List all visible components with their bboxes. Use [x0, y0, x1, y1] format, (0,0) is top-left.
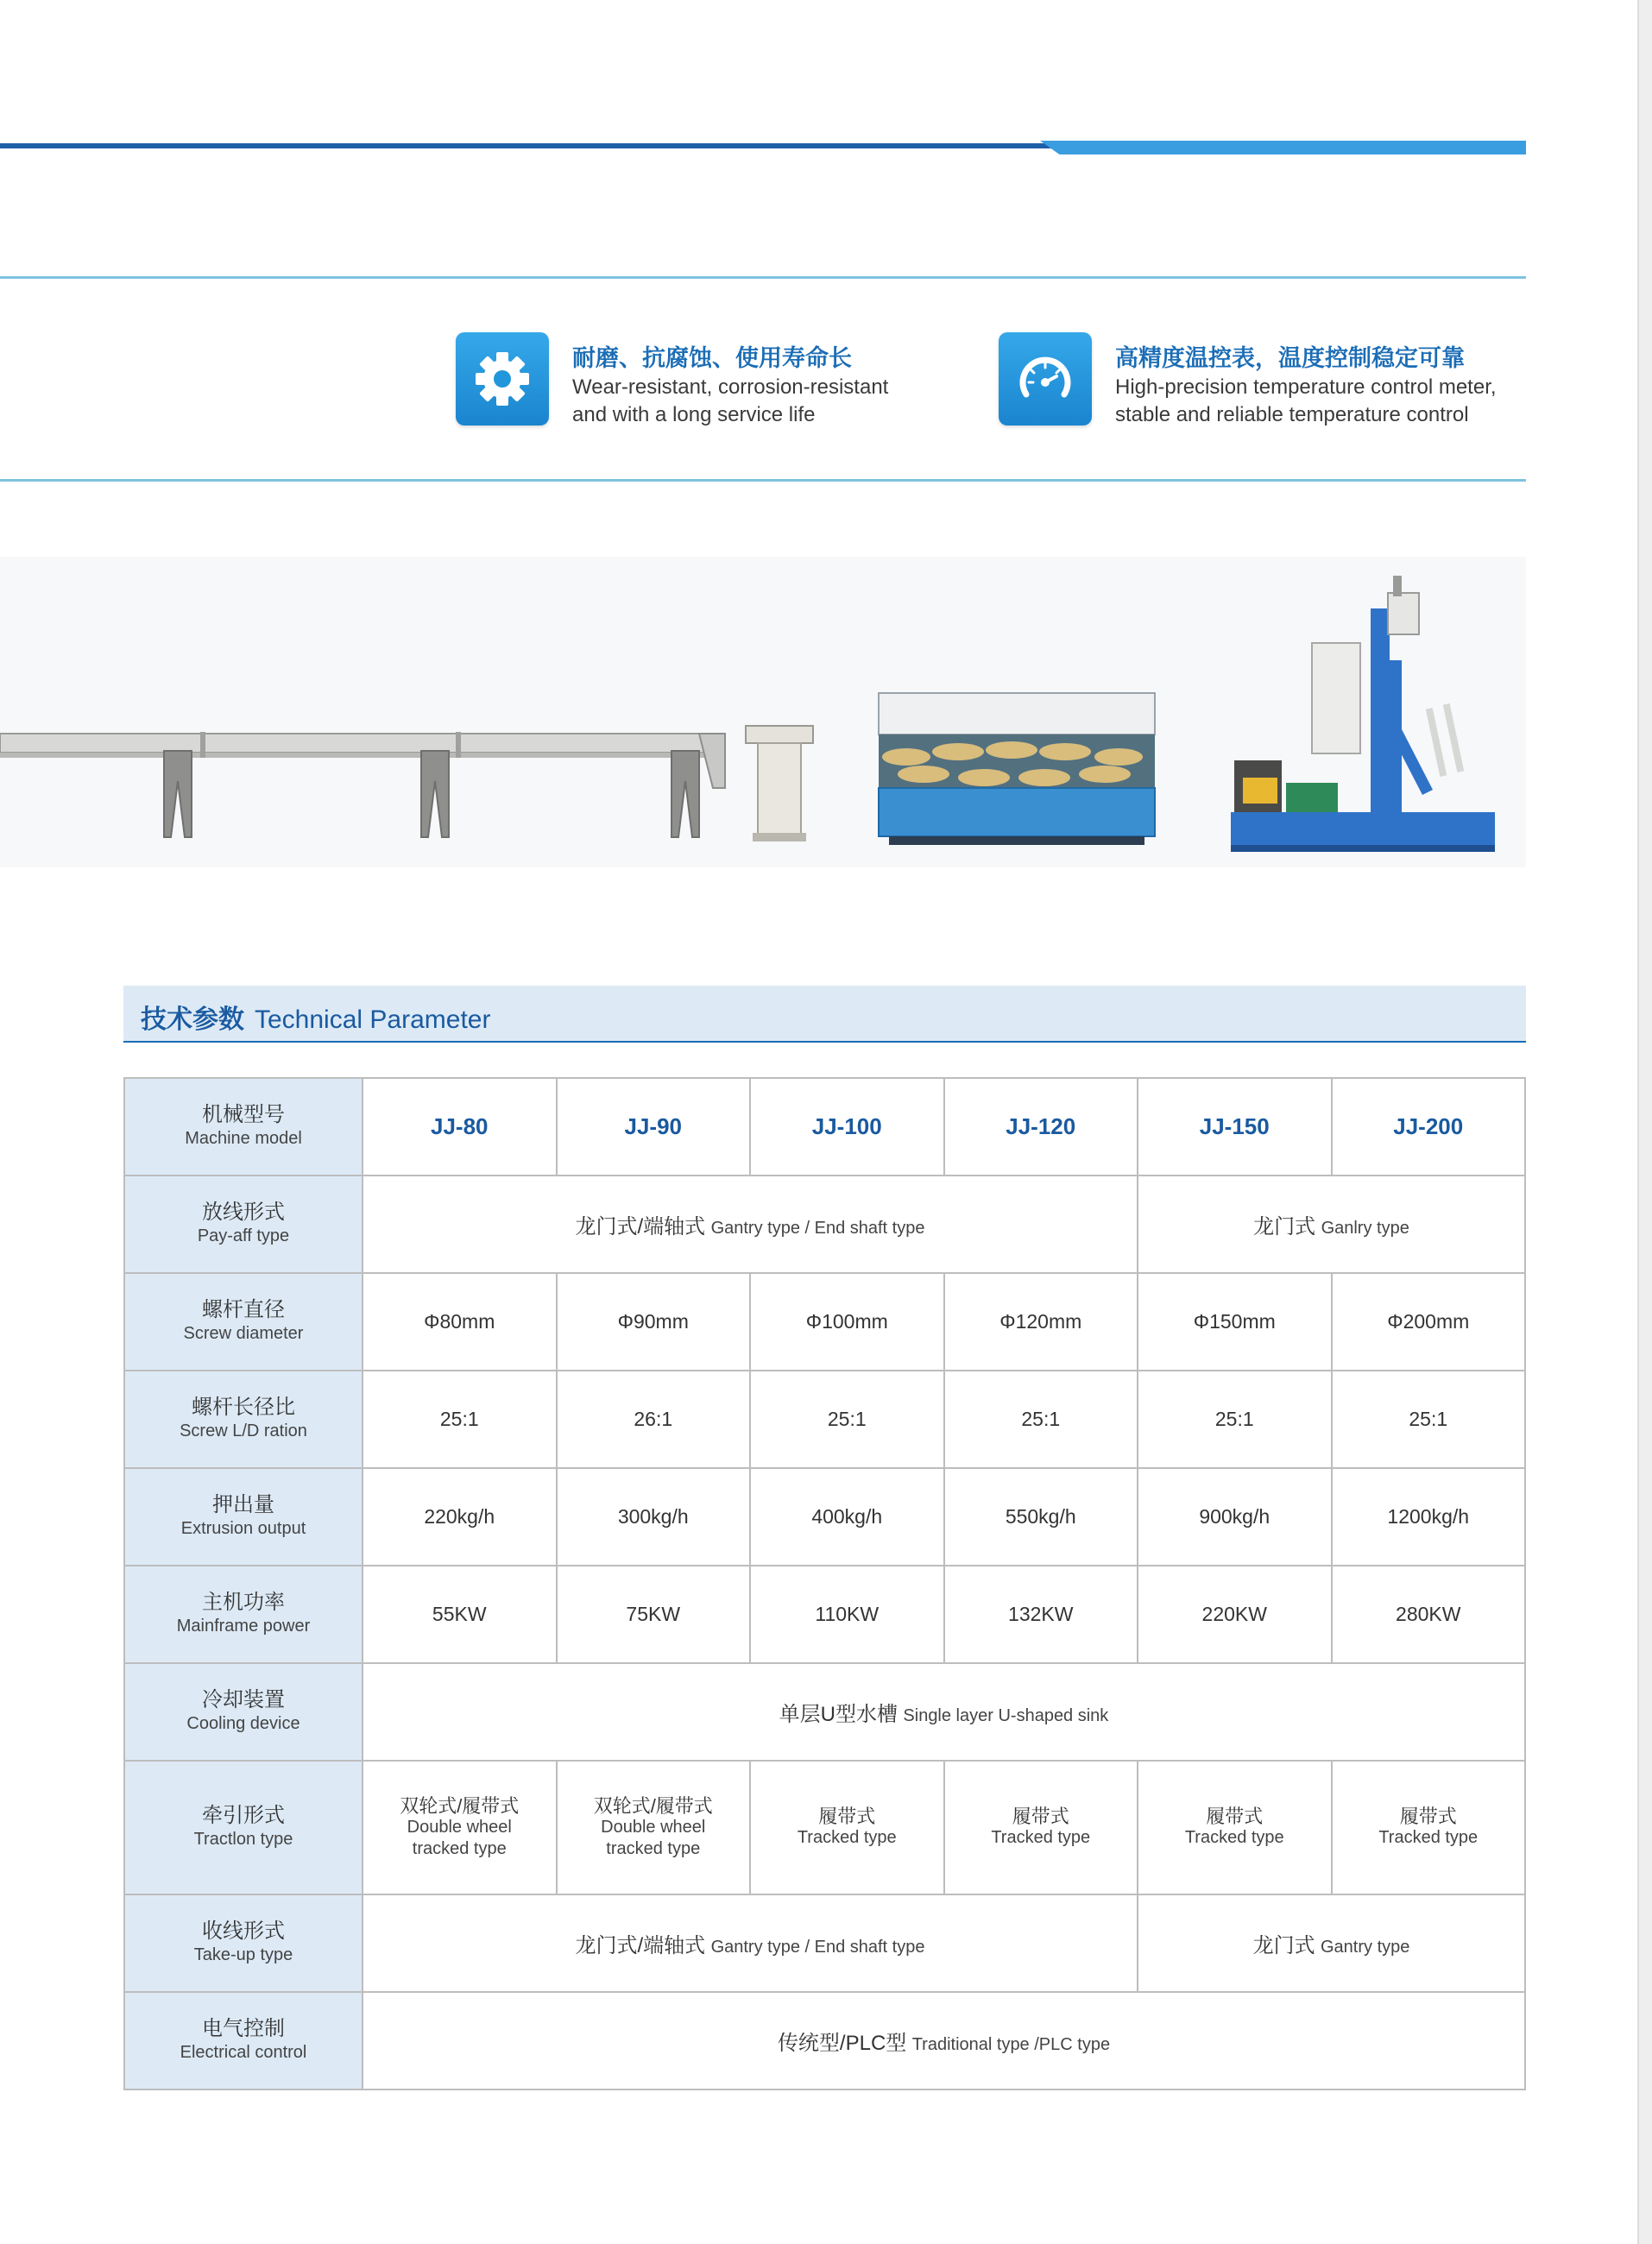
table-row-electrical-control	[124, 1992, 1525, 2090]
value-cell: 110KW	[750, 1566, 944, 1663]
row-header: 收线形式 Take-up type	[124, 1894, 363, 1992]
feature-band	[0, 276, 1526, 482]
row-header: 螺杆长径比 Screw L/D ration	[124, 1371, 363, 1468]
header-rule	[0, 143, 1057, 148]
value-cell: 25:1	[944, 1371, 1138, 1468]
value-cell: 25:1	[1332, 1371, 1526, 1468]
page-edge	[1637, 0, 1652, 2244]
value-cell: 900kg/h	[1138, 1468, 1332, 1566]
row-header: 电气控制 Electrical control	[124, 1992, 363, 2090]
table-row-extrusion-output	[124, 1468, 1525, 1566]
merged-cell: 单层U型水槽 Single layer U-shaped sink	[363, 1663, 1525, 1761]
model-cell: JJ-120	[944, 1078, 1138, 1176]
table-row-cooling-device	[124, 1663, 1525, 1761]
value-cell: Φ200mm	[1332, 1273, 1526, 1371]
model-cell: JJ-80	[363, 1078, 557, 1176]
value-cell: 55KW	[363, 1566, 557, 1663]
production-line-photo	[0, 557, 1526, 867]
table-row-payoff-type	[124, 1176, 1525, 1273]
model-cell: JJ-150	[1138, 1078, 1332, 1176]
gear-icon	[456, 332, 549, 425]
value-cell: 25:1	[1138, 1371, 1332, 1468]
table-row-screw-ld-ratio	[124, 1371, 1525, 1468]
value-cell: 履带式 Tracked type	[1332, 1761, 1526, 1894]
section-title: 技术参数 Technical Parameter	[141, 1005, 491, 1034]
value-cell: 300kg/h	[557, 1468, 751, 1566]
value-cell: 25:1	[363, 1371, 557, 1468]
value-cell: 220KW	[1138, 1566, 1332, 1663]
feature-description: Wear-resistant, corrosion-resistant and with a long service life	[572, 375, 889, 426]
model-cell: JJ-90	[557, 1078, 751, 1176]
value-cell: Φ80mm	[363, 1273, 557, 1371]
feature-title: 耐磨、抗腐蚀、使用寿命长	[572, 345, 852, 371]
merged-cell: 龙门式 Ganlry type	[1138, 1176, 1525, 1273]
row-header: 牵引形式 Tractlon type	[124, 1761, 363, 1894]
value-cell: Φ100mm	[750, 1273, 944, 1371]
value-cell: 26:1	[557, 1371, 751, 1468]
value-cell: Φ90mm	[557, 1273, 751, 1371]
row-header: 机械型号 Machine model	[124, 1078, 363, 1176]
merged-cell: 龙门式/端轴式 Gantry type / End shaft type	[363, 1176, 1138, 1273]
model-cell: JJ-200	[1332, 1078, 1526, 1176]
table-row-takeup-type	[124, 1894, 1525, 1992]
merged-cell: 龙门式 Gantry type	[1138, 1894, 1525, 1992]
table-row-machine-model	[124, 1078, 1525, 1176]
value-cell: 履带式 Tracked type	[750, 1761, 944, 1894]
value-cell: Φ120mm	[944, 1273, 1138, 1371]
value-cell: Φ150mm	[1138, 1273, 1332, 1371]
row-header: 放线形式 Pay-aff type	[124, 1176, 363, 1273]
value-cell: 双轮式/履带式 Double wheel tracked type	[363, 1761, 557, 1894]
value-cell: 双轮式/履带式 Double wheel tracked type	[557, 1761, 751, 1894]
value-cell: 履带式 Tracked type	[944, 1761, 1138, 1894]
row-header: 押出量 Extrusion output	[124, 1468, 363, 1566]
technical-parameter-header	[123, 986, 1526, 1043]
merged-cell: 传统型/PLC型 Traditional type /PLC type	[363, 1992, 1525, 2090]
value-cell: 25:1	[750, 1371, 944, 1468]
value-cell: 400kg/h	[750, 1468, 944, 1566]
row-header: 主机功率 Mainframe power	[124, 1566, 363, 1663]
technical-parameter-table	[123, 1077, 1526, 2090]
table-row-mainframe-power	[124, 1566, 1525, 1663]
table-row-screw-diameter	[124, 1273, 1525, 1371]
value-cell: 550kg/h	[944, 1468, 1138, 1566]
row-header: 冷却装置 Cooling device	[124, 1663, 363, 1761]
table-row-traction-type	[124, 1761, 1525, 1894]
feature-title: 高精度温控表，温度控制稳定可靠	[1115, 345, 1465, 371]
gauge-icon	[999, 332, 1092, 425]
value-cell: 132KW	[944, 1566, 1138, 1663]
model-cell: JJ-100	[750, 1078, 944, 1176]
feature-description: High-precision temperature control meter, stable and reliable temperature control	[1115, 375, 1497, 426]
merged-cell: 龙门式/端轴式 Gantry type / End shaft type	[363, 1894, 1138, 1992]
row-header: 螺杆直径 Screw diameter	[124, 1273, 363, 1371]
value-cell: 履带式 Tracked type	[1138, 1761, 1332, 1894]
header-rule-tab	[1040, 141, 1526, 154]
value-cell: 280KW	[1332, 1566, 1526, 1663]
value-cell: 220kg/h	[363, 1468, 557, 1566]
value-cell: 1200kg/h	[1332, 1468, 1526, 1566]
value-cell: 75KW	[557, 1566, 751, 1663]
